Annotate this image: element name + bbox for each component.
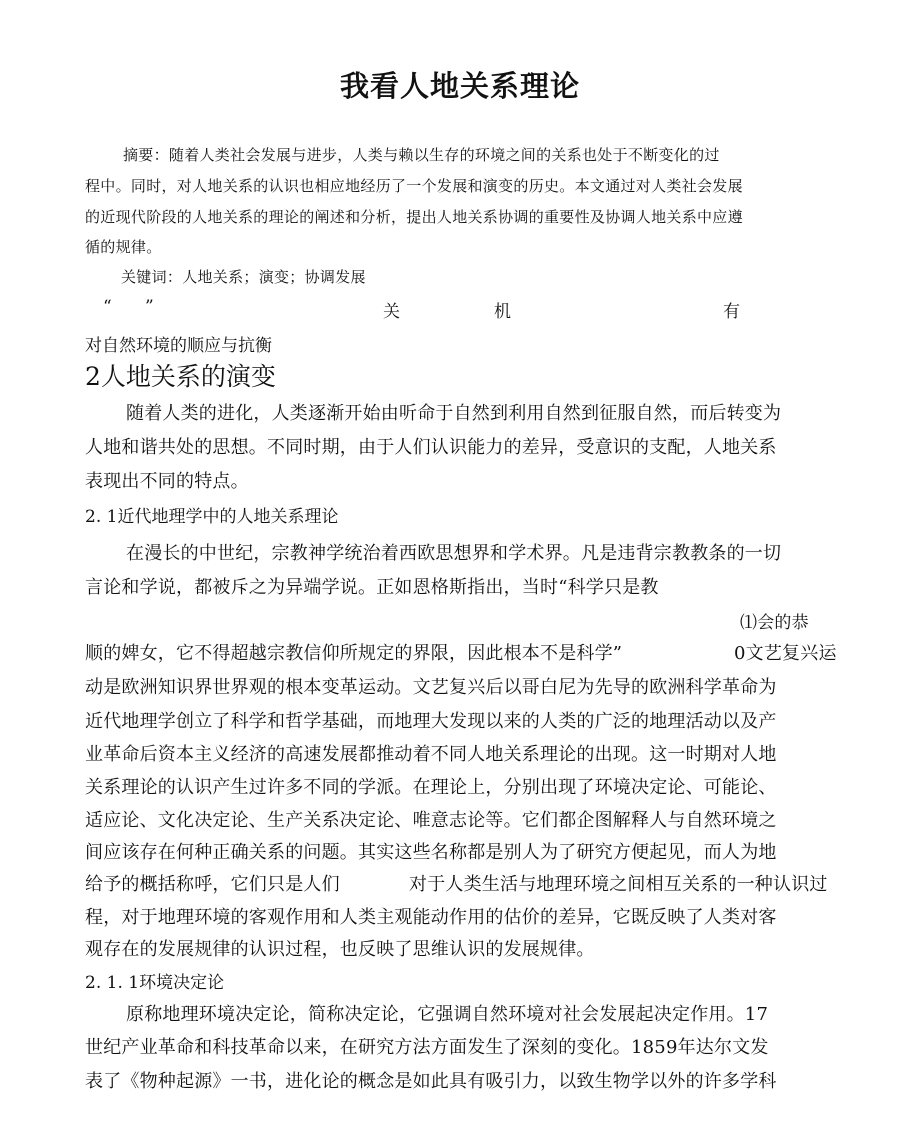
quote-open-fragment: “	[103, 297, 112, 317]
paragraph-line: 人地和谐共处的思想。不同时期，由于人们认识能力的差异，受意识的支配，人地关系	[85, 437, 777, 458]
paragraph-line: 关系理论的认识产生过许多不同的学派。在理论上，分别出现了环境决定论、可能论、	[85, 777, 777, 798]
paragraph-line: 表现出不同的特点。	[85, 471, 249, 492]
section-1-title: 对自然环境的顺应与抗衡	[85, 336, 272, 356]
you-fragment: 有	[723, 302, 740, 322]
paragraph-line: 言论和学说，都被斥之为异端学说。正如恩格斯指出，当时“科学只是教	[85, 577, 659, 598]
paragraph-line: 表了《物种起源》一书，进化论的概念是如此具有吸引力，以致生物学以外的许多学科	[85, 1071, 777, 1092]
keywords-line: 关键词：人地关系；演变；协调发展	[121, 268, 366, 286]
abstract-line: 循的规律。	[85, 238, 162, 256]
paragraph-line: 动是欧洲知识界世界观的根本变革运动。文艺复兴后以哥白尼为先导的欧洲科学革命为	[85, 677, 777, 698]
abstract-line: 程中。同时，对人地关系的认识也相应地经历了一个发展和演变的历史。本文通过对人类社会发展	[85, 177, 743, 195]
paragraph-line: 适应论、文化决定论、生产关系决定论、唯意志论等。它们都企图解释人与自然环境之	[85, 810, 777, 831]
page-title: 我看人地关系理论	[339, 69, 580, 103]
paragraph-line: 随着人类的进化，人类逐渐开始由听命于自然到利用自然到征服自然，而后转变为	[126, 403, 782, 424]
paragraph-line: 对于人类生活与地理环境之间相互关系的一种认识过	[409, 874, 828, 895]
paragraph-line: 原称地理环境决定论，简称决定论，它强调自然环境对社会发展起决定作用。17	[126, 1004, 769, 1025]
paragraph-fragment: ⑴会的恭	[740, 613, 809, 633]
ji-fragment: 机	[494, 302, 511, 322]
guan-fragment: 关	[383, 302, 400, 322]
paragraph-line: 程，对于地理环境的客观作用和人类主观能动作用的估价的差异，它既反映了人类对客	[85, 907, 777, 928]
section-2-1-heading: 2. 1近代地理学中的人地关系理论	[85, 507, 339, 527]
paragraph-fragment: 0文艺复兴运	[734, 643, 837, 664]
paragraph-line: 顺的婢女，它不得超越宗教信仰所规定的界限，因此根本不是科学”	[85, 643, 623, 664]
paragraph-line: 在漫长的中世纪，宗教神学统治着西欧思想界和学术界。凡是违背宗教教条的一切	[126, 543, 782, 564]
paragraph-line: 近代地理学创立了科学和哲学基础，而地理大发现以来的人类的广泛的地理活动以及产	[85, 711, 777, 732]
paragraph-line: 世纪产业革命和科技革命以来，在研究方法方面发生了深刻的变化。1859年达尔文发	[85, 1037, 769, 1058]
paragraph-line: 间应该存在何种正确关系的问题。其实这些名称都是别人为了研究方便起见，而人为地	[85, 842, 777, 863]
quote-close-fragment: ”	[145, 297, 154, 317]
paragraph-line: 观存在的发展规律的认识过程，也反映了思维认识的发展规律。	[85, 939, 595, 960]
section-2-1-1-heading: 2. 1. 1环境决定论	[85, 973, 225, 993]
paragraph-line: 业革命后资本主义经济的高速发展都推动着不同人地关系理论的出现。这一时期对人地	[85, 744, 777, 765]
section-2-heading: 2人地关系的演变	[85, 362, 276, 391]
abstract-line: 摘要：随着人类社会发展与进步，人类与赖以生存的环境之间的关系也处于不断变化的过	[123, 146, 720, 164]
abstract-line: 的近现代阶段的人地关系的理论的阐述和分析，提出人地关系协调的重要性及协调人地关系中应遵	[85, 208, 743, 226]
paragraph-line: 给予的概括称呼，它们只是人们	[85, 874, 340, 895]
